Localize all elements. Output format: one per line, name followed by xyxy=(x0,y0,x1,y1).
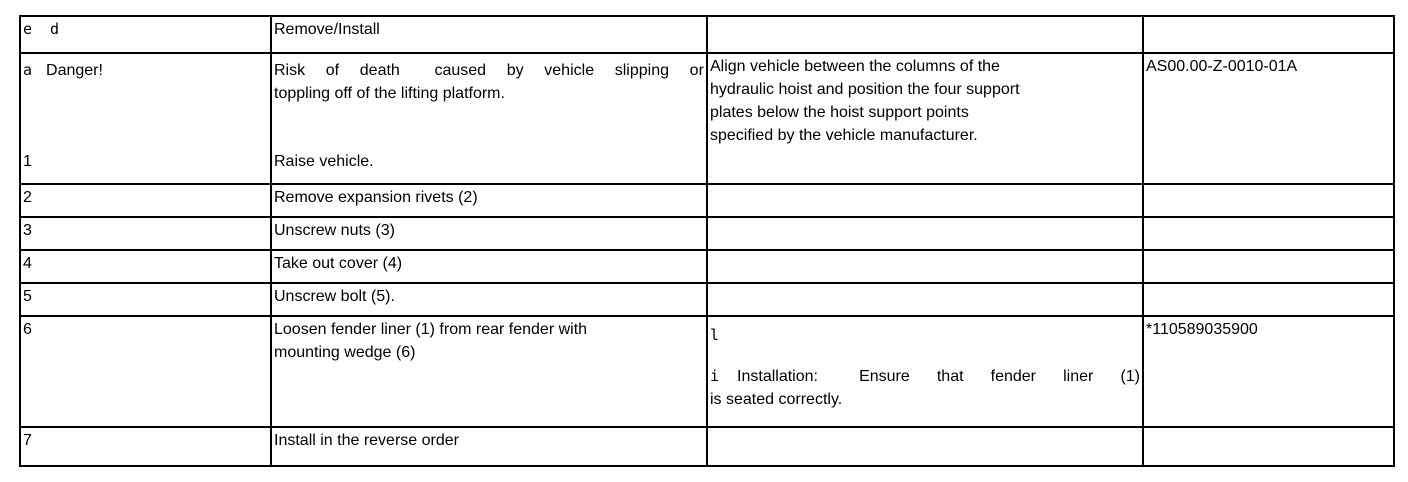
table-row-header xyxy=(20,16,1394,53)
table-row xyxy=(20,217,1394,250)
info-symbol: i xyxy=(710,367,720,385)
table-row xyxy=(20,427,1394,466)
risk-line-2: toppling off of the lifting platform. xyxy=(274,85,505,102)
empty-cell xyxy=(1143,250,1394,283)
step-number: 3 xyxy=(20,217,271,250)
risk-line-1: Risk of death caused by vehicle slipping or xyxy=(274,62,704,79)
empty-cell xyxy=(707,283,1143,316)
danger-action-cell xyxy=(271,53,707,184)
danger-note-cell xyxy=(707,53,1143,184)
empty-cell xyxy=(1143,184,1394,217)
step-action-cell xyxy=(271,316,707,427)
step-action: Install in the reverse order xyxy=(271,427,707,466)
empty-cell xyxy=(1143,283,1394,316)
installation-line-1: i Installation: Ensure that fender liner (1) xyxy=(710,365,1140,388)
symbol-cell xyxy=(20,16,271,53)
step-action: Take out cover (4) xyxy=(271,250,707,283)
step-number: 2 xyxy=(20,184,271,217)
empty-cell xyxy=(1143,427,1394,466)
step-action: Remove expansion rivets (2) xyxy=(271,184,707,217)
note-line: Align vehicle between the columns of the xyxy=(710,58,1000,75)
empty-cell xyxy=(1143,16,1394,53)
table-row xyxy=(20,250,1394,283)
reference-cell xyxy=(1143,53,1394,184)
step-action: Unscrew nuts (3) xyxy=(271,217,707,250)
note-line: plates below the hoist support points xyxy=(710,104,969,121)
empty-cell xyxy=(707,250,1143,283)
reference-code: *110589035900 xyxy=(1146,321,1258,338)
empty-cell xyxy=(707,427,1143,466)
raise-vehicle-text: Raise vehicle. xyxy=(274,153,374,170)
installation-label: Installation: xyxy=(737,368,818,385)
table-row-step-6 xyxy=(20,316,1394,427)
symbol-e: e xyxy=(23,20,33,38)
table-row xyxy=(20,283,1394,316)
symbol-a: a xyxy=(23,61,33,79)
step-number: 7 xyxy=(20,427,271,466)
empty-cell xyxy=(707,217,1143,250)
symbol-l: l xyxy=(710,326,720,344)
step-action: Unscrew bolt (5). xyxy=(271,283,707,316)
step-number: 6 xyxy=(20,316,271,427)
installation-note-cell xyxy=(707,316,1143,427)
step-number: 1 xyxy=(23,153,32,170)
header-title: Remove/Install xyxy=(274,21,380,38)
table-row-danger xyxy=(20,53,1394,184)
danger-label-cell xyxy=(20,53,271,184)
reference-cell xyxy=(1143,316,1394,427)
reference-code: AS00.00-Z-0010-01A xyxy=(1146,58,1298,75)
step-number: 4 xyxy=(20,250,271,283)
step-action-line: Loosen fender liner (1) from rear fender with xyxy=(274,321,588,338)
installation-line-2: is seated correctly. xyxy=(710,391,843,408)
symbol-d: d xyxy=(50,20,60,38)
step-action-line: mounting wedge (6) xyxy=(274,344,416,361)
note-line: specified by the vehicle manufacturer. xyxy=(710,127,978,144)
empty-cell xyxy=(1143,217,1394,250)
note-line: hydraulic hoist and position the four support xyxy=(710,81,1020,98)
empty-cell xyxy=(707,16,1143,53)
empty-cell xyxy=(707,184,1143,217)
danger-label: Danger! xyxy=(46,62,103,79)
procedure-table xyxy=(19,15,1395,467)
step-number: 5 xyxy=(20,283,271,316)
table-row xyxy=(20,184,1394,217)
header-title-cell xyxy=(271,16,707,53)
